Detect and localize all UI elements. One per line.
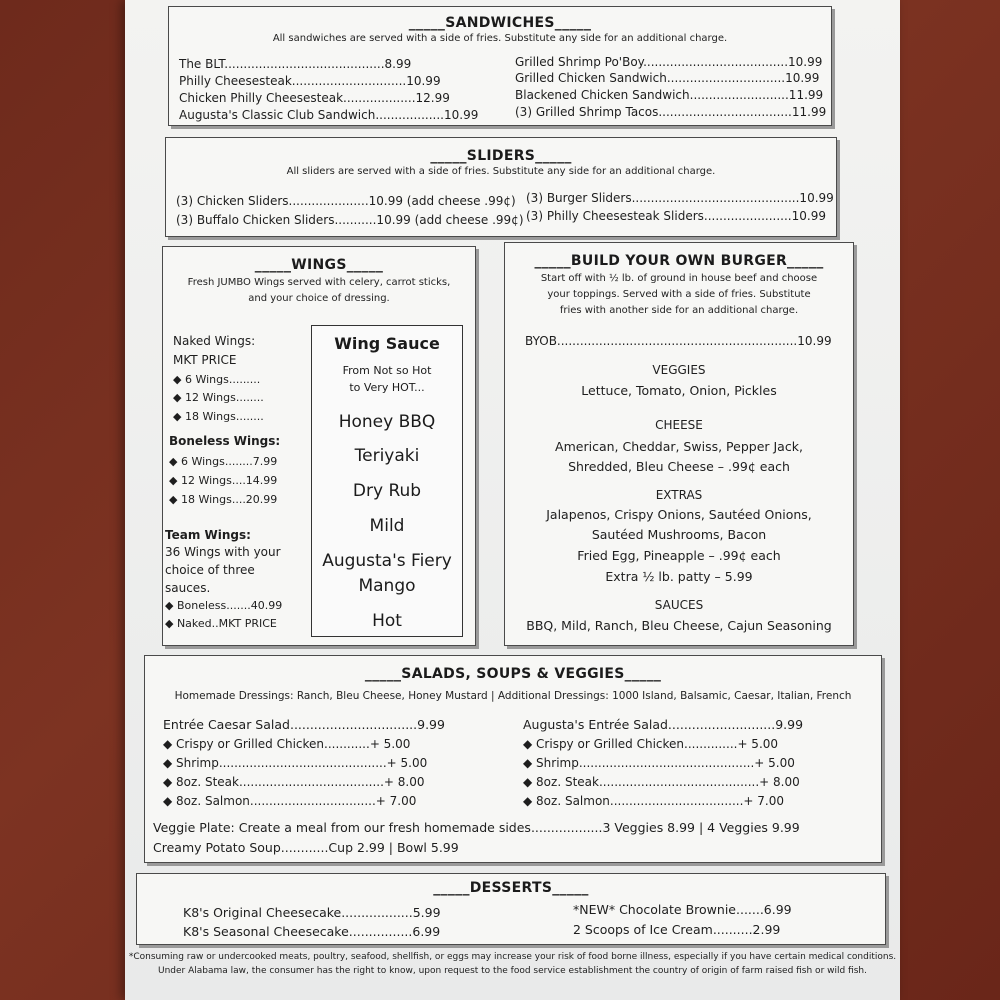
- menu-item: Augusta's Entrée Salad...........................9.99: [523, 717, 804, 732]
- salads-title: _____SALADS, SOUPS & VEGGIES_____: [364, 666, 662, 682]
- wing-sauce-item: Mild: [369, 516, 405, 536]
- menu-item: ◆ 8oz. Steak......................................+ 8.00: [163, 775, 425, 789]
- menu-item: ◆ 6 Wings........7.99: [169, 455, 278, 468]
- burger-desc: your toppings. Served with a side of fries. Substitute: [547, 289, 811, 300]
- menu-item: ◆ 12 Wings........: [173, 391, 264, 404]
- wings-title: _____WINGS_____: [254, 257, 384, 273]
- wing-sauce-item: Augusta's Fiery: [322, 551, 452, 571]
- menu-item: Grilled Shrimp Po'Boy......................................10.99: [515, 55, 823, 69]
- sliders-section: [165, 137, 837, 237]
- sliders-title: _____SLIDERS_____: [430, 148, 572, 164]
- menu-item: ◆ 18 Wings........: [173, 410, 264, 423]
- team-wings-desc: 36 Wings with your: [165, 545, 281, 559]
- team-wings-heading: Team Wings:: [165, 528, 251, 542]
- menu-item: K8's Original Cheesecake..................5.99: [183, 905, 441, 920]
- menu-item: *NEW* Chocolate Brownie.......6.99: [573, 902, 792, 917]
- burger-extras: Fried Egg, Pineapple – .99¢ each: [577, 548, 781, 563]
- wing-sauce-item: Hot: [372, 611, 402, 631]
- wing-sauce-item: Teriyaki: [354, 446, 420, 466]
- menu-item: ◆ 8oz. Steak..........................................+ 8.00: [523, 775, 800, 789]
- menu-item: Grilled Chicken Sandwich...............................10.99: [515, 71, 820, 85]
- wing-sauce-item: Dry Rub: [352, 481, 422, 501]
- burger-veggies-heading: VEGGIES: [652, 363, 706, 377]
- burger-sauces-heading: SAUCES: [654, 598, 704, 612]
- burger-extras: Sautéed Mushrooms, Bacon: [591, 527, 767, 542]
- menu-item: K8's Seasonal Cheesecake................6.99: [183, 924, 441, 939]
- menu-item: ◆ Naked..MKT PRICE: [165, 617, 277, 630]
- potato-soup: Creamy Potato Soup............Cup 2.99 | Bowl 5.99: [153, 840, 459, 855]
- menu-item: ◆ 8oz. Salmon...................................+ 7.00: [523, 794, 784, 808]
- sandwiches-title: _____SANDWICHES_____: [408, 15, 592, 31]
- burger-extras: Extra ½ lb. patty – 5.99: [605, 569, 753, 584]
- naked-wings-price: MKT PRICE: [173, 353, 237, 367]
- desserts-section: [136, 873, 886, 945]
- menu-item: ◆ 18 Wings....20.99: [169, 493, 278, 506]
- wing-sauce-title: Wing Sauce: [334, 334, 440, 353]
- menu-item: (3) Grilled Shrimp Tacos...................................11.99: [515, 105, 827, 119]
- menu-item: (3) Chicken Sliders.....................10.99 (add cheese .99¢): [176, 194, 516, 208]
- wing-sauce-item: Honey BBQ: [338, 412, 436, 432]
- wings-subtitle: and your choice of dressing.: [248, 293, 390, 304]
- alabama-law-notice: Under Alabama law, the consumer has the right to know, upon request to the food service establishment the country of origin of farm raised fish or wild fish.: [157, 966, 867, 976]
- menu-item: (3) Burger Sliders............................................10.99: [526, 191, 834, 205]
- food-safety-notice: *Consuming raw or undercooked meats, poultry, seafood, shellfish, or eggs may increase your risk of food borne illness, especially if you have certain medical conditions.: [128, 952, 897, 962]
- burger-cheese-heading: CHEESE: [655, 418, 703, 432]
- team-wings-desc: sauces.: [165, 581, 211, 595]
- salads-subtitle: Homemade Dressings: Ranch, Bleu Cheese, Honey Mustard | Additional Dressings: 1000 Island, Balsamic, Caesar, Italian, French: [174, 690, 852, 702]
- menu-item: ◆ Shrimp............................................+ 5.00: [163, 756, 428, 770]
- wings-subtitle: Fresh JUMBO Wings served with celery, carrot sticks,: [187, 277, 451, 288]
- burger-title: _____BUILD YOUR OWN BURGER_____: [534, 253, 824, 269]
- menu-item: ◆ 8oz. Salmon.................................+ 7.00: [163, 794, 417, 808]
- wings-section: [162, 246, 476, 646]
- veggie-plate: Veggie Plate: Create a meal from our fresh homemade sides..................3 Veggies 8.99 | 4 Veggies 9.99: [153, 820, 800, 835]
- menu-item: Chicken Philly Cheesesteak...................12.99: [179, 91, 450, 105]
- wing-sauce-subtitle: to Very HOT...: [349, 381, 425, 394]
- wing-sauce-box: [311, 325, 463, 637]
- sliders-subtitle: All sliders are served with a side of fries. Substitute any side for an additional charge.: [286, 166, 716, 177]
- menu-item: Entrée Caesar Salad................................9.99: [163, 717, 445, 732]
- burger-veggies: Lettuce, Tomato, Onion, Pickles: [581, 383, 777, 398]
- burger-sauces: BBQ, Mild, Ranch, Bleu Cheese, Cajun Seasoning: [526, 618, 832, 633]
- burger-desc: fries with another side for an additional charge.: [559, 305, 799, 316]
- team-wings-desc: choice of three: [165, 563, 255, 577]
- menu-item: Blackened Chicken Sandwich..........................11.99: [515, 88, 824, 102]
- menu-item: ◆ Crispy or Grilled Chicken............+ 5.00: [163, 737, 411, 751]
- menu-item: ◆ 12 Wings....14.99: [169, 474, 278, 487]
- naked-wings-heading: Naked Wings:: [173, 334, 256, 348]
- menu-item: (3) Buffalo Chicken Sliders...........10.99 (add cheese .99¢): [176, 213, 524, 227]
- menu-item: ◆ Boneless.......40.99: [165, 599, 283, 612]
- desserts-title: _____DESSERTS_____: [433, 880, 589, 896]
- menu-item: The BLT..........................................8.99: [179, 57, 412, 71]
- wing-sauce-subtitle: From Not so Hot: [342, 364, 432, 377]
- menu-item: BYOB...............................................................10.99: [525, 334, 832, 348]
- burger-desc: Start off with ½ lb. of ground in house beef and choose: [540, 273, 818, 284]
- wing-sauce-item: Mango: [358, 576, 416, 596]
- menu-item: ◆ Crispy or Grilled Chicken..............+ 5.00: [523, 737, 779, 751]
- boneless-wings-heading: Boneless Wings:: [169, 434, 281, 448]
- menu-item: 2 Scoops of Ice Cream..........2.99: [573, 922, 781, 937]
- salads-section: [144, 655, 882, 863]
- burger-cheese: American, Cheddar, Swiss, Pepper Jack,: [555, 439, 803, 454]
- menu-item: ◆ Shrimp..............................................+ 5.00: [523, 756, 795, 770]
- burger-extras-heading: EXTRAS: [655, 488, 703, 502]
- build-your-own-burger-section: [504, 242, 854, 646]
- menu-item: ◆ 6 Wings.........: [173, 373, 261, 386]
- burger-extras: Jalapenos, Crispy Onions, Sautéed Onions,: [546, 507, 812, 522]
- menu-item: Augusta's Classic Club Sandwich..................10.99: [179, 108, 479, 122]
- menu-item: Philly Cheesesteak..............................10.99: [179, 74, 441, 88]
- sandwiches-section: [168, 6, 832, 126]
- sandwiches-subtitle: All sandwiches are served with a side of fries. Substitute any side for an additional charge.: [272, 33, 728, 44]
- burger-cheese: Shredded, Bleu Cheese – .99¢ each: [568, 459, 790, 474]
- menu-item: (3) Philly Cheesesteak Sliders.......................10.99: [526, 209, 826, 223]
